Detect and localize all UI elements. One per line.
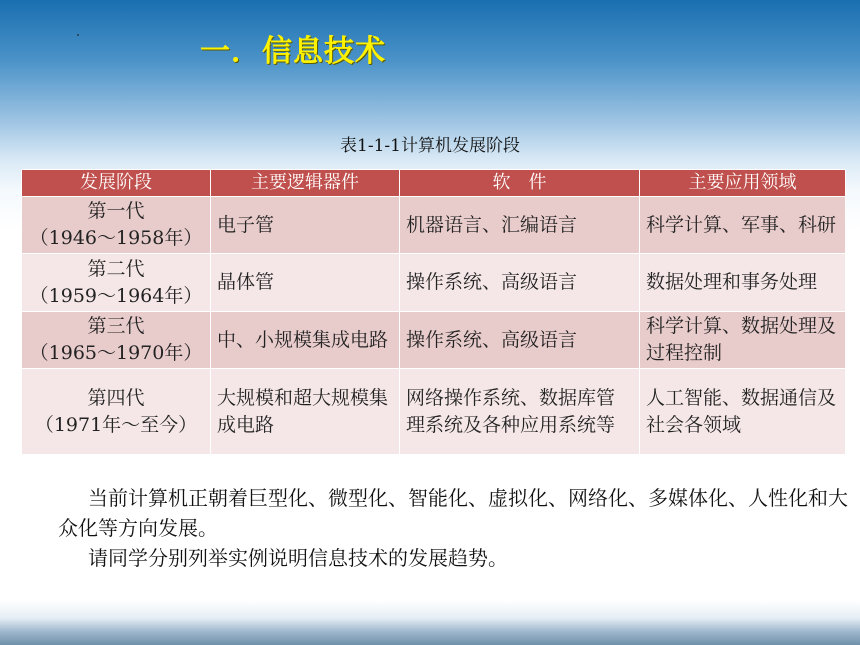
software-cell: 操作系统、高级语言 bbox=[400, 254, 640, 312]
generation-label: 第二代 bbox=[87, 257, 145, 280]
table-row bbox=[22, 197, 846, 254]
period-label: （1946～1958年） bbox=[29, 227, 203, 249]
software-cell: 机器语言、汇编语言 bbox=[400, 197, 640, 254]
stage-cell bbox=[22, 197, 211, 254]
period-label: （1959～1964年） bbox=[29, 284, 203, 307]
application-cell: 数据处理和事务处理 bbox=[640, 254, 846, 312]
table-row bbox=[22, 369, 846, 455]
generation-label: 第四代 bbox=[87, 386, 145, 409]
trend-paragraph: 当前计算机正朝着巨型化、微型化、智能化、虚拟化、网络化、多媒体化、人性化和大众化等方向发展。 bbox=[58, 486, 848, 540]
generation-label: 第一代 bbox=[87, 200, 145, 222]
device-cell: 中、小规模集成电路 bbox=[211, 312, 400, 369]
software-cell: 网络操作系统、数据库管理系统及各种应用系统等 bbox=[400, 369, 640, 455]
period-label: （1971年～至今） bbox=[34, 413, 198, 436]
stage-cell bbox=[22, 369, 211, 455]
stage-cell bbox=[22, 312, 211, 369]
assignment-paragraph: 请同学分别列举实例说明信息技术的发展趋势。 bbox=[88, 546, 508, 570]
application-cell: 科学计算、军事、科研 bbox=[640, 197, 846, 254]
header-logic-device: 主要逻辑器件 bbox=[211, 170, 400, 197]
header-software: 软 件 bbox=[400, 170, 640, 197]
application-cell: 人工智能、数据通信及社会各领域 bbox=[640, 369, 846, 455]
decorative-dot bbox=[77, 34, 79, 36]
header-stage: 发展阶段 bbox=[22, 170, 211, 197]
stage-cell bbox=[22, 254, 211, 312]
table-caption: 表1-1-1计算机发展阶段 bbox=[340, 136, 520, 156]
device-cell: 电子管 bbox=[211, 197, 400, 254]
slide-title: 一．信息技术 bbox=[200, 34, 386, 69]
table-row bbox=[22, 312, 846, 369]
table-row bbox=[22, 254, 846, 312]
period-label: （1965～1970年） bbox=[29, 342, 203, 364]
device-cell: 晶体管 bbox=[211, 254, 400, 312]
application-cell: 科学计算、数据处理及过程控制 bbox=[640, 312, 846, 369]
device-cell: 大规模和超大规模集成电路 bbox=[211, 369, 400, 455]
software-cell: 操作系统、高级语言 bbox=[400, 312, 640, 369]
header-application: 主要应用领域 bbox=[640, 170, 846, 197]
computer-development-table bbox=[21, 169, 846, 455]
table-header-row bbox=[22, 170, 846, 197]
generation-label: 第三代 bbox=[87, 315, 145, 337]
